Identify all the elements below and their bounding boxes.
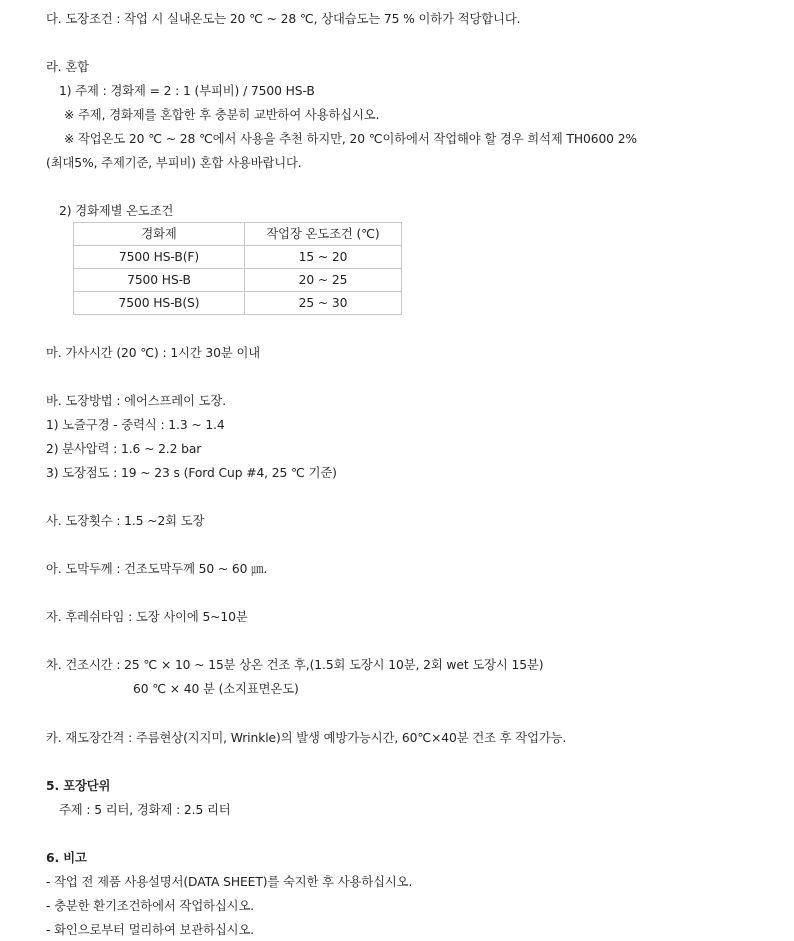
table-row	[74, 269, 402, 292]
remarks-heading: 6. 비고	[46, 851, 87, 865]
drying-time-line-1: 차. 건조시간 : 25 ℃ × 10 ~ 15분 상온 건조 후,(1.5회 도장시 10분, 2회 wet 도장시 15분)	[46, 658, 544, 672]
list-item: 2) 분사압력 : 1.6 ~ 2.2 bar	[46, 442, 202, 456]
column-header-hardener: 경화제	[74, 223, 245, 246]
packaging-heading: 5. 포장단위	[46, 779, 111, 793]
column-header-workshop-temp: 작업장 온도조건 (℃)	[245, 223, 402, 246]
flash-time-text: 자. 후레쉬타임 : 도장 사이에 5~10분	[46, 610, 248, 624]
list-item: - 충분한 환기조건하에서 작업하십시오.	[46, 899, 255, 913]
table-cell: 20 ~ 25	[245, 269, 402, 292]
table-cell: 25 ~ 30	[245, 292, 402, 315]
film-thickness-text: 아. 도막두께 : 건조도막두께 50 ~ 60 ㎛.	[46, 562, 268, 576]
table-header-row	[74, 223, 402, 246]
pot-life-text: 마. 가사시간 (20 ℃) : 1시간 30분 이내	[46, 346, 261, 360]
painting-method-heading: 바. 도장방법 : 에어스프레이 도장.	[46, 394, 227, 408]
packaging-text: 주제 : 5 리터, 경화제 : 2.5 리터	[59, 803, 231, 817]
table-row	[74, 292, 402, 315]
drying-time-line-2: 60 ℃ × 40 분 (소지표면온도)	[133, 682, 299, 696]
list-item: 3) 도장점도 : 19 ~ 23 s (Ford Cup #4, 25 ℃ 기준)	[46, 466, 337, 480]
table-cell: 7500 HS-B(S)	[74, 292, 245, 315]
list-item: - 화인으로부터 멀리하여 보관하십시오.	[46, 923, 255, 937]
hardener-temp-heading: 2) 경화제별 온도조건	[59, 204, 174, 218]
mixing-note-1: ※ 주제, 경화제를 혼합한 후 충분히 교반하여 사용하십시오.	[64, 108, 380, 122]
mixing-note-2-line-2: (최대5%, 주제기준, 부피비) 혼합 사용바랍니다.	[46, 156, 302, 170]
painting-conditions-text: 다. 도장조건 : 작업 시 실내온도는 20 ℃ ~ 28 ℃, 상대습도는 75 % 이하가 적당합니다.	[46, 12, 521, 26]
table-cell: 15 ~ 20	[245, 246, 402, 269]
mixing-heading: 라. 혼합	[46, 60, 89, 74]
coat-count-text: 사. 도장횟수 : 1.5 ~2회 도장	[46, 514, 205, 528]
mixing-ratio-text: 1) 주제 : 경화제 = 2 : 1 (부피비) / 7500 HS-B	[59, 84, 315, 98]
hardener-temperature-table	[73, 222, 402, 315]
list-item: - 작업 전 제품 사용설명서(DATA SHEET)를 숙지한 후 사용하십시오.	[46, 875, 413, 889]
table-row	[74, 246, 402, 269]
list-item: 1) 노즐구경 - 중력식 : 1.3 ~ 1.4	[46, 418, 225, 432]
table-cell: 7500 HS-B(F)	[74, 246, 245, 269]
mixing-note-2-line-1: ※ 작업온도 20 ℃ ~ 28 ℃에서 사용을 추천 하지만, 20 ℃이하에서 작업해야 할 경우 희석제 TH0600 2%	[64, 132, 638, 146]
table-cell: 7500 HS-B	[74, 269, 245, 292]
recoat-interval-text: 카. 재도장간격 : 주름현상(지지미, Wrinkle)의 발생 예방가능시간, 60℃×40분 건조 후 작업가능.	[46, 731, 567, 745]
